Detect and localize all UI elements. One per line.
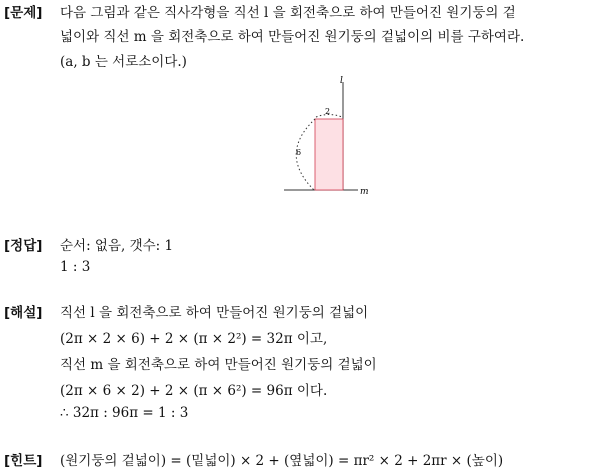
line-l-label: l [340, 76, 343, 86]
width-label: 2 [325, 107, 331, 116]
problem-line-2: 넓이와 직선 m 을 회전축으로 하여 만들어진 원기둥의 겉넓이의 비를 구하여라. [60, 29, 525, 45]
rectangle-rotation-figure [276, 74, 376, 198]
answer-line-2: 1 : 3 [60, 259, 91, 275]
explanation-line-5: ∴ 32π : 96π = 1 : 3 [60, 405, 189, 421]
height-label: 6 [296, 148, 302, 157]
rectangle [315, 119, 343, 190]
explanation-line-3: 직선 m 을 회전축으로 하여 만들어진 원기둥의 겉넓이 [60, 357, 377, 373]
problem-line-1: 다음 그림과 같은 직사각형을 직선 l 을 회전축으로 하여 만들어진 원기둥의 겉 [60, 5, 516, 21]
problem-line-3: (a, b 는 서로소이다.) [60, 54, 187, 70]
explanation-tag: [해설] [4, 305, 43, 321]
explanation-line-1: 직선 l 을 회전축으로 하여 만들어진 원기둥의 겉넓이 [60, 305, 369, 321]
answer-tag: [정답] [4, 238, 43, 254]
hint-tag: [힌트] [4, 453, 43, 469]
explanation-line-2: (2π × 2 × 6) + 2 × (π × 2²) = 32π 이고, [60, 331, 328, 347]
answer-line-1: 순서: 없음, 갯수: 1 [60, 238, 174, 254]
explanation-line-4: (2π × 6 × 2) + 2 × (π × 6²) = 96π 이다. [60, 383, 328, 399]
hint-line-1: (원기둥의 겉넓이) = (밑넓이) × 2 + (옆넓이) = πr² × 2 + 2πr × (높이) [60, 453, 504, 469]
line-m-label: m [360, 187, 369, 197]
problem-tag: [문제] [4, 5, 43, 21]
